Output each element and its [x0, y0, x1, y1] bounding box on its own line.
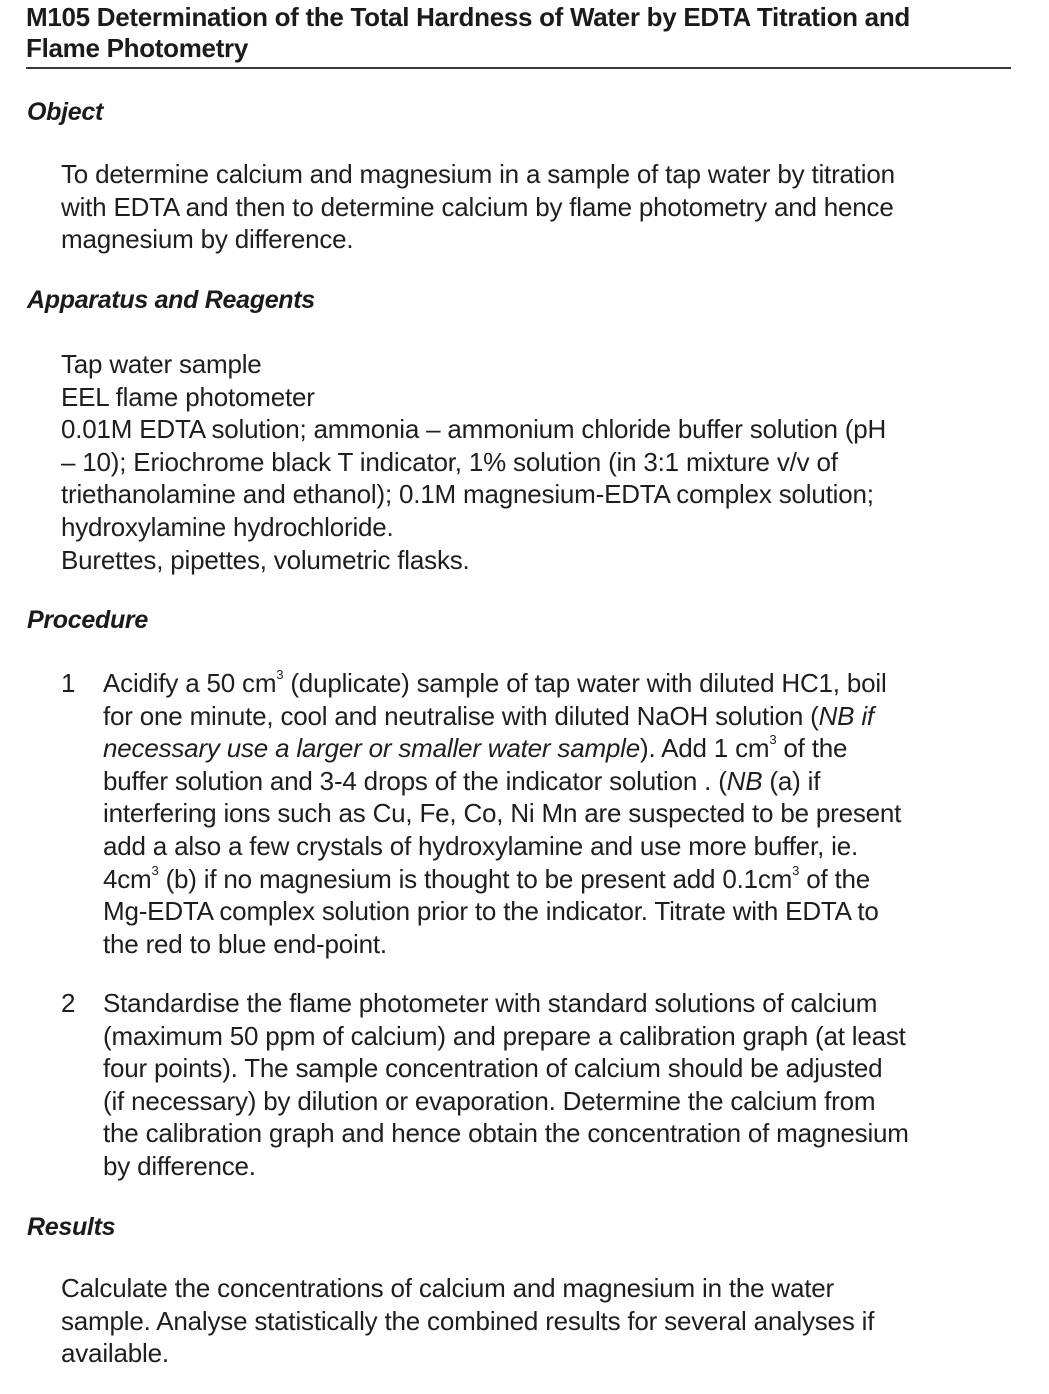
text-line: necessary use a larger or smaller water sample). Add 1 $cm^3$ of the [103, 732, 848, 764]
section-heading-object: Object [27, 98, 103, 126]
text-line: available. [61, 1338, 169, 1369]
step-text [103, 987, 1023, 1183]
section-heading-apparatus: Apparatus and Reagents [27, 286, 315, 314]
text-line: with EDTA and then to determine calcium by flame photometry and hence [61, 191, 894, 222]
title-line: Flame Photometry [26, 33, 249, 63]
text-line: for one minute, cool and neutralise with diluted NaOH solution (NB if [103, 700, 874, 731]
step-text [103, 667, 1023, 960]
text-line: add a also a few crystals of hydroxylamine and use more buffer, ie. [103, 830, 858, 861]
object-paragraph [61, 158, 1011, 256]
text-line: EEL flame photometer [61, 381, 315, 412]
text-line: Burettes, pipettes, volumetric flasks. [61, 544, 470, 575]
text-line: Standardise the flame photometer with standard solutions of calcium [103, 988, 878, 1018]
text-line: the calibration graph and hence obtain the concentration of magnesium [103, 1118, 909, 1149]
text-line: interfering ions such as Cu, Fe, Co, Ni Mn are suspected to be present [103, 798, 902, 829]
text-line: Mg-EDTA complex solution prior to the indicator. Titrate with EDTA to [103, 896, 879, 927]
text-line: sample. Analyse statistically the combined results for several analyses if [61, 1305, 875, 1336]
text-line: the red to blue end-point. [103, 928, 387, 959]
text-line: buffer solution and 3-4 drops of the indicator solution . (NB (a) if [103, 765, 821, 796]
text-line: four points). The sample concentration of calcium should be adjusted [103, 1053, 883, 1084]
text-line: hydroxylamine hydrochloride. [61, 511, 394, 542]
text-line: – 10); Eriochrome black T indicator, 1% solution (in 3:1 mixture v/v of [61, 446, 838, 477]
text-line: Tap water sample [61, 349, 262, 379]
text-line: Acidify a 50 $cm^3$ (duplicate) sample of tap water with diluted HC1, boil [103, 667, 887, 698]
results-paragraph [61, 1272, 1011, 1370]
step-number: 2 [61, 988, 76, 1018]
apparatus-list [61, 348, 1011, 576]
step-number: 1 [61, 668, 76, 698]
title-divider [26, 67, 1011, 69]
text-line: magnesium by difference. [61, 224, 354, 255]
text-line: (if necessary) by dilution or evaporation. Determine the calcium from [103, 1085, 876, 1116]
text-line: Calculate the concentrations of calcium and magnesium in the water [61, 1273, 834, 1303]
text-line: To determine calcium and magnesium in a sample of tap water by titration [61, 159, 895, 189]
text-line: 0.01M EDTA solution; ammonia – ammonium chloride buffer solution (pH [61, 414, 887, 445]
text-line: $4cm^3$ (b) if no magnesium is thought to be present add $0.1cm^3$ of the [103, 862, 871, 894]
section-heading-procedure: Procedure [27, 606, 148, 634]
title-line: M105 Determination of the Total Hardness of Water by EDTA Titration and [26, 2, 910, 32]
text-line: by difference. [103, 1150, 256, 1181]
section-heading-results: Results [27, 1213, 116, 1241]
text-line: triethanolamine and ethanol); 0.1M magnesium-EDTA complex solution; [61, 479, 874, 510]
document-title [26, 2, 1016, 64]
text-line: (maximum 50 ppm of calcium) and prepare a calibration graph (at least [103, 1020, 906, 1051]
